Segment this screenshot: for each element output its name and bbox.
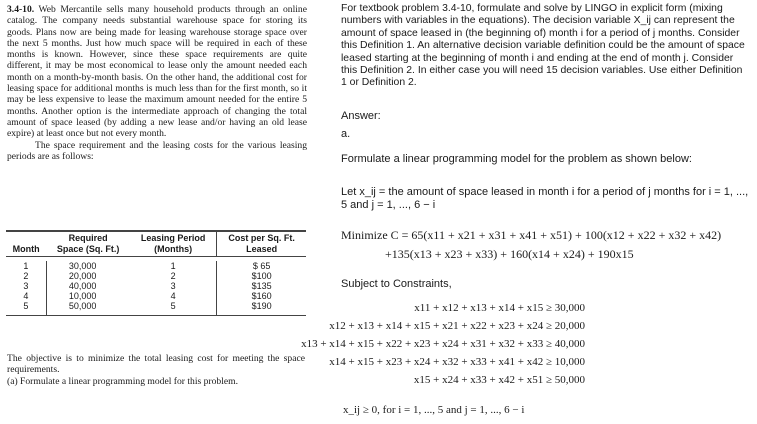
table-row bbox=[6, 281, 306, 291]
constraint-month-2: x12 + x13 + x14 + x15 + x21 + x22 + x23 + x24 ≥ 20,000 bbox=[329, 320, 585, 332]
problem-paragraph-2: The space requirement and the leasing costs for the various leasing periods are as follows: bbox=[7, 139, 307, 162]
objective-function-line-1: Minimize C = 65(x11 + x21 + x31 + x41 + x51) + 100(x12 + x22 + x32 + x42) bbox=[341, 228, 722, 242]
answer-label: Answer: bbox=[341, 110, 381, 122]
header-required-line2: Space (Sq. Ft.) bbox=[56, 244, 120, 254]
header-cost-line2: Leased bbox=[246, 244, 278, 254]
cell-cost: $135 bbox=[217, 281, 306, 291]
cell-cost: $ 65 bbox=[217, 261, 306, 271]
header-period-line1: Leasing Period bbox=[140, 233, 206, 243]
cell-space: 20,000 bbox=[68, 270, 97, 281]
cell-space: 30,000 bbox=[68, 260, 97, 271]
header-month: Month bbox=[6, 231, 46, 257]
cell-cost: $190 bbox=[217, 301, 306, 315]
cell-month: 5 bbox=[6, 301, 46, 315]
objective-text: The objective is to minimize the total leasing cost for meeting the space requirements. bbox=[7, 353, 305, 376]
header-required-line1: Required bbox=[68, 233, 108, 243]
table-row bbox=[6, 261, 306, 271]
constraint-month-3: x13 + x14 + x15 + x22 + x23 + x24 + x31 + x32 + x33 ≥ 40,000 bbox=[301, 338, 585, 350]
assignment-intro: For textbook problem 3.4-10, formulate and solve by LINGO in explicit form (mixing numbers with variables in the equations). The decision variable X_ij can represent the amount of space leased in (the beginning of) month i for a period of j months. Consider this Definition 1. An alternative decision variable definition could be the amount of space leased starting at the beginning of month i and ending at the end of month j. Consider this Definition 2. In either case you will need 15 decision variables. Use either Definition 1 or Definition 2. bbox=[341, 3, 745, 89]
table-header-row bbox=[6, 231, 306, 257]
objective-function-line-2: +135(x13 + x23 + x33) + 160(x14 + x24) + 190x15 bbox=[385, 247, 634, 261]
part-a-text: (a) Formulate a linear programming model for this problem. bbox=[7, 375, 238, 387]
constraint-month-5: x15 + x24 + x33 + x42 + x51 ≥ 50,000 bbox=[413, 374, 585, 386]
problem-paragraph-1 bbox=[7, 4, 307, 140]
subject-to-label: Subject to Constraints, bbox=[341, 278, 452, 290]
problem-objective bbox=[7, 353, 305, 387]
cell-period: 1 bbox=[170, 260, 176, 271]
cell-period: 3 bbox=[170, 280, 176, 291]
cell-month: 3 bbox=[6, 281, 46, 291]
cell-cost: $160 bbox=[217, 291, 306, 301]
cell-space: 40,000 bbox=[68, 280, 97, 291]
header-period bbox=[130, 231, 217, 257]
table-row bbox=[6, 301, 306, 315]
cell-period: 5 bbox=[130, 301, 217, 315]
nonnegativity-constraint: x_ij ≥ 0, for i = 1, ..., 5 and j = 1, ..., 6 − i bbox=[343, 404, 525, 416]
constraint-month-1: x11 + x12 + x13 + x14 + x15 ≥ 30,000 bbox=[414, 302, 585, 314]
cell-space: 50,000 bbox=[46, 301, 130, 315]
constraint-month-4: x14 + x15 + x23 + x24 + x32 + x33 + x41 + x42 ≥ 10,000 bbox=[329, 356, 585, 368]
cell-month: 1 bbox=[6, 261, 46, 271]
header-required bbox=[46, 231, 130, 257]
cell-space: 10,000 bbox=[68, 291, 97, 302]
formulate-text: Formulate a linear programming model for the problem as shown below: bbox=[341, 153, 692, 165]
requirements-table bbox=[6, 230, 306, 316]
cell-cost: $100 bbox=[217, 271, 306, 281]
header-period-line2: (Months) bbox=[154, 244, 193, 254]
problem-text: Web Mercantile sells many household products through an online catalog. The company needs substantial warehouse space for storing its goods. Plans now are being made for leasing warehouse storage space over the next 5 months. Just how much space will be required in each of these months is known. However, since these space requirements are quite different, it may be most economical to lease only the amount needed each month on a month-by-month basis. On the other hand, the additional cost for leasing space for additional months is much less than for the first month, so it may be less expensive to lease the maximum amount needed for the entire 5 months. Another option is the intermediate approach of changing the total amount of space leased (by adding a new lease and/or having an old lease expire) at least once but not every month. bbox=[7, 4, 307, 140]
problem-number: 3.4-10. bbox=[7, 4, 35, 15]
problem-statement bbox=[7, 4, 307, 162]
header-cost bbox=[217, 231, 306, 257]
variable-definition: Let x_ij = the amount of space leased in month i for a period of j months for i = 1, ..., 5 and j = 1, ..., 6 − i bbox=[341, 186, 749, 211]
cell-month: 4 bbox=[6, 291, 46, 301]
header-cost-line1: Cost per Sq. Ft. bbox=[228, 233, 295, 243]
part-label: a. bbox=[341, 128, 351, 140]
cell-period: 4 bbox=[170, 291, 176, 302]
table-row bbox=[6, 291, 306, 301]
cell-month: 2 bbox=[6, 271, 46, 281]
table-row bbox=[6, 271, 306, 281]
cell-period: 2 bbox=[170, 270, 176, 281]
